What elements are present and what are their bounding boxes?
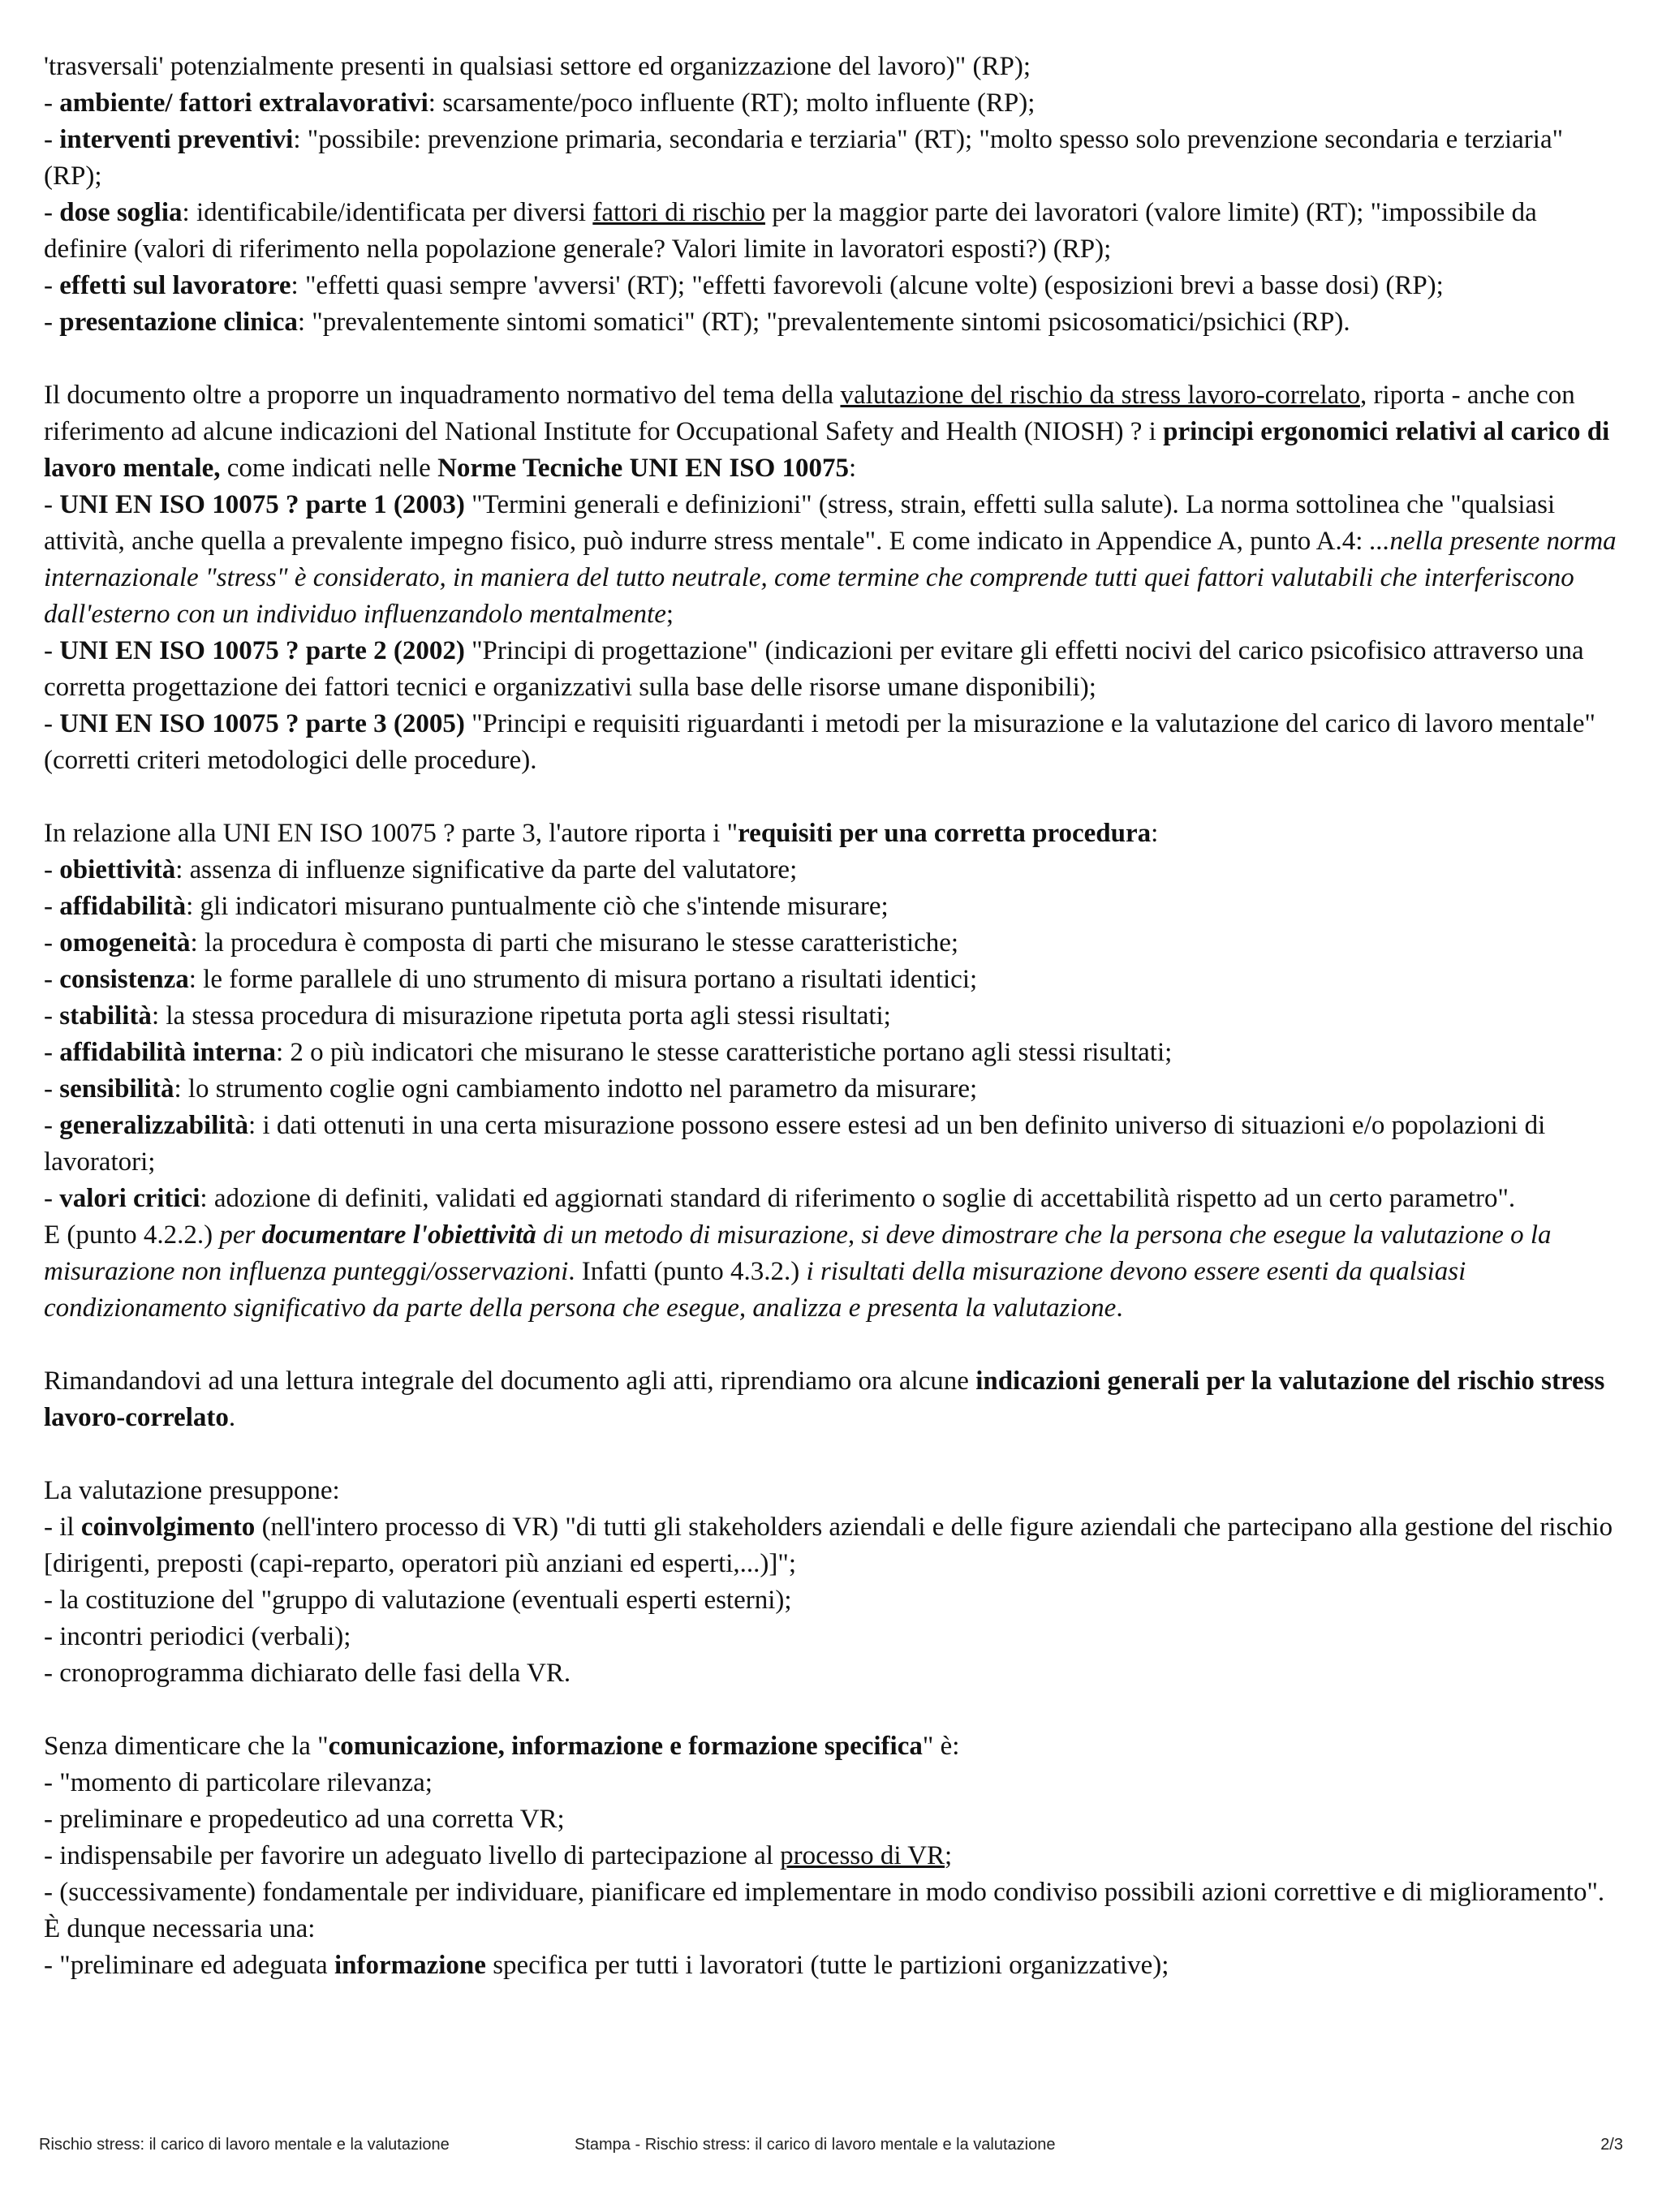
paragraph: [44, 1801, 1618, 1838]
text-run: : i dati ottenuti in una certa misurazione possono essere estesi ad un ben definito universo di situazioni e/o popolazioni di lavoratori;: [44, 1111, 1546, 1177]
text-run: come indicati nelle: [220, 454, 438, 483]
bold-term: presentazione clinica: [59, 308, 298, 337]
text-run: E (punto 4.2.2.): [44, 1220, 220, 1250]
text-run: Rimandandovi ad una lettura integrale del documento agli atti, riprendiamo ora alcune: [44, 1366, 976, 1396]
text-run: : le forme parallele di uno strumento di misura portano a risultati identici;: [188, 965, 978, 994]
text-run: - la costituzione del "gruppo di valutazione (eventuali esperti esterni);: [44, 1586, 792, 1615]
text-run: ;: [665, 600, 674, 629]
bold-term: obiettività: [59, 855, 176, 884]
paragraph: [44, 1108, 1618, 1181]
bold-term: UNI EN ISO 10075 ? parte 1 (2003): [59, 490, 465, 519]
text-run: : identificabile/identificata per diversi: [182, 198, 593, 227]
text-run: :: [849, 454, 857, 483]
text-run: -: [44, 198, 60, 227]
bold-term: indicazioni generali per la valutazione del rischio stress lavoro-correlato: [44, 1366, 1605, 1432]
bold-term: ambiente/ fattori extralavorativi: [59, 88, 428, 118]
text-run: -: [44, 125, 60, 154]
italic-text: i risultati della misurazione devono essere esenti da qualsiasi condizionamento significativo da parte della persona che esegue, analizza e presenta la valutazione: [44, 1257, 1466, 1323]
paragraph: [44, 195, 1618, 268]
bold-term: sensibilità: [59, 1074, 174, 1104]
paragraph: [44, 706, 1618, 779]
bold-term: comunicazione, informazione e formazione specifica: [328, 1732, 923, 1761]
text-run: -: [44, 855, 60, 884]
bold-term: UNI EN ISO 10075 ? parte 2 (2002): [59, 636, 465, 665]
bold-term: generalizzabilità: [59, 1111, 249, 1140]
paragraph: [44, 268, 1618, 304]
text-run: . Infatti (punto 4.3.2.): [568, 1257, 807, 1286]
text-run: -: [44, 636, 60, 665]
link-text[interactable]: valutazione del rischio da stress lavoro-correlato: [840, 381, 1360, 410]
text-run: -: [44, 1001, 60, 1031]
text-run: specifica per tutti i lavoratori (tutte le partizioni organizzative);: [485, 1951, 1169, 1980]
text-run: -: [44, 490, 60, 519]
text-run: .: [1116, 1293, 1123, 1323]
text-run: (nell'intero processo di VR) "di tutti gli stakeholders aziendali e delle figure aziendali che partecipano alla gestione del rischio [dirigenti, preposti (capi-reparto, operatori più anziani ed esperti,...)]";: [44, 1513, 1613, 1578]
paragraph: [44, 1655, 1618, 1692]
text-run: " è:: [922, 1732, 960, 1761]
italic-text: ...nella presente norma internazionale "stress" è considerato, in maniera del tutto neutrale, come termine che comprende tutti quei fattori valutabili che interferiscono dall'esterno con un individuo influenzandolo mentalmente: [44, 527, 1617, 629]
text-run: : "effetti quasi sempre 'avversi' (RT); "effetti favorevoli (alcune volte) (esposizioni brevi a basse dosi) (RP);: [291, 271, 1444, 300]
paragraph: [44, 85, 1618, 122]
paragraph: [44, 816, 1618, 852]
bold-term: valori critici: [59, 1184, 200, 1213]
footer-title: Rischio stress: il carico di lavoro mentale e la valutazione: [39, 2136, 450, 2154]
bold-term: principi ergonomici relativi al carico di lavoro mentale,: [44, 417, 1610, 483]
paragraph-spacer: [44, 1327, 1618, 1363]
text-run: - preliminare e propedeutico ad una corretta VR;: [44, 1805, 565, 1834]
text-run: -: [44, 965, 60, 994]
text-run: - il: [44, 1513, 81, 1542]
paragraph: [44, 1071, 1618, 1108]
text-run: "Termini generali e definizioni" (stress, strain, effetti sulla salute). La norma sottolinea che "qualsiasi attività, anche quella a prevalente impegno fisico, può indurre stress mentale". E come indicato in Appendice A, punto A.4:: [44, 490, 1556, 556]
footer-page-number: 2/3: [1600, 2136, 1623, 2154]
text-run: -: [44, 928, 60, 958]
bold-term: effetti sul lavoratore: [59, 271, 291, 300]
text-run: La valutazione presuppone:: [44, 1476, 340, 1505]
text-run: : la stessa procedura di misurazione ripetuta porta agli stessi risultati;: [151, 1001, 891, 1031]
paragraph: [44, 1363, 1618, 1436]
paragraph: [44, 1874, 1618, 1911]
text-run: : lo strumento coglie ogni cambiamento indotto nel parametro da misurare;: [174, 1074, 978, 1104]
bold-term: requisiti per una corretta procedura: [738, 819, 1152, 848]
paragraph: [44, 1509, 1618, 1582]
paragraph-spacer: [44, 779, 1618, 816]
paragraph: [44, 1838, 1618, 1874]
text-run: : 2 o più indicatori che misurano le stesse caratteristiche portano agli stessi risultati;: [276, 1038, 1173, 1067]
text-run: .: [228, 1403, 236, 1432]
bold-term: coinvolgimento: [80, 1513, 256, 1542]
paragraph-spacer: [44, 1692, 1618, 1728]
paragraph: [44, 925, 1618, 962]
paragraph: [44, 1765, 1618, 1801]
text-run: : gli indicatori misurano puntualmente ciò che s'intende misurare;: [186, 892, 889, 921]
paragraph: [44, 1473, 1618, 1509]
bold-term: affidabilità: [59, 892, 187, 921]
link-text[interactable]: processo di VR: [780, 1841, 945, 1870]
bold-term: Norme Tecniche UNI EN ISO 10075: [437, 454, 850, 483]
text-run: - "preliminare ed adeguata: [44, 1951, 334, 1980]
text-run: - cronoprogramma dichiarato delle fasi della VR.: [44, 1659, 571, 1688]
text-run: "Principi e requisiti riguardanti i metodi per la misurazione e la valutazione del carico di lavoro mentale" (corretti criteri metodologici delle procedure).: [44, 709, 1596, 775]
text-run: - (successivamente) fondamentale per individuare, pianificare ed implementare in modo condiviso possibili azioni correttive e di miglioramento".: [44, 1878, 1605, 1907]
text-run: , riporta - anche con riferimento ad alcune indicazioni del National Institute for Occupational Safety and Health (NIOSH) ? i: [44, 381, 1575, 446]
text-run: : assenza di influenze significative da parte del valutatore;: [175, 855, 798, 884]
paragraph: [44, 1911, 1618, 1947]
paragraph: [44, 1217, 1618, 1327]
bold-term: UNI EN ISO 10075 ? parte 3 (2005): [59, 709, 465, 738]
italic-text: di un metodo di misurazione, si deve dimostrare che la persona che esegue la valutazione o la misurazione non influenza punteggi/osservazioni: [44, 1220, 1552, 1286]
paragraph: [44, 962, 1618, 998]
paragraph: [44, 852, 1618, 889]
bold-term: affidabilità interna: [59, 1038, 277, 1067]
paragraph: [44, 377, 1618, 487]
paragraph: [44, 304, 1618, 341]
bold-term: omogeneità: [59, 928, 191, 958]
text-run: per la maggior parte dei lavoratori (valore limite) (RT); "impossibile da definire (valori di riferimento nella popolazione generale? Valori limite in lavoratori esposti?) (RP);: [44, 198, 1537, 264]
bold-term: informazione: [334, 1951, 486, 1980]
bold-term: interventi preventivi: [59, 125, 294, 154]
document-body: [44, 49, 1618, 1984]
text-run: -: [44, 1184, 60, 1213]
paragraph: [44, 49, 1618, 85]
text-run: -: [44, 709, 60, 738]
text-run: -: [44, 271, 60, 300]
paragraph: [44, 1582, 1618, 1619]
text-run: :: [1151, 819, 1159, 848]
paragraph: [44, 889, 1618, 925]
text-run: : la procedura è composta di parti che misurano le stesse caratteristiche;: [190, 928, 959, 958]
text-run: Senza dimenticare che la ": [44, 1732, 329, 1761]
bold-term: dose soglia: [59, 198, 183, 227]
text-run: : adozione di definiti, validati ed aggiornati standard di riferimento o soglie di accettabilità rispetto ad un certo parametro".: [200, 1184, 1516, 1213]
paragraph: [44, 998, 1618, 1035]
bold-term: consistenza: [59, 965, 189, 994]
text-run: -: [44, 1074, 60, 1104]
paragraph: [44, 487, 1618, 633]
text-run: ;: [945, 1841, 953, 1870]
text-run: : scarsamente/poco influente (RT); molto influente (RP);: [428, 88, 1036, 118]
paragraph: [44, 1181, 1618, 1217]
text-run: : "possibile: prevenzione primaria, secondaria e terziaria" (RT); "molto spesso solo prevenzione secondaria e terziaria" (RP);: [44, 125, 1564, 191]
bold-term: stabilità: [59, 1001, 152, 1031]
print-footer: [0, 2136, 1662, 2160]
paragraph: [44, 633, 1618, 706]
text-run: - incontri periodici (verbali);: [44, 1622, 351, 1651]
text-run: Il documento oltre a proporre un inquadramento normativo del tema della: [44, 381, 841, 410]
paragraph: [44, 1947, 1618, 1984]
bold-italic-term: documentare l'obiettività: [261, 1220, 536, 1250]
paragraph-spacer: [44, 1436, 1618, 1473]
text-run: : "prevalentemente sintomi somatici" (RT); "prevalentemente sintomi psicosomatici/psichici (RP).: [297, 308, 1350, 337]
text-run: - indispensabile per favorire un adeguato livello di partecipazione al: [44, 1841, 781, 1870]
italic-text: per: [219, 1220, 262, 1250]
paragraph: [44, 1728, 1618, 1765]
text-run: 'trasversali' potenzialmente presenti in qualsiasi settore ed organizzazione del lavoro)" (RP);: [44, 52, 1031, 81]
text-run: -: [44, 892, 60, 921]
text-run: In relazione alla UNI EN ISO 10075 ? parte 3, l'autore riporta i ": [44, 819, 738, 848]
text-run: - "momento di particolare rilevanza;: [44, 1768, 433, 1797]
text-run: È dunque necessaria una:: [44, 1914, 316, 1943]
paragraph: [44, 122, 1618, 195]
text-run: -: [44, 308, 60, 337]
footer-print-title: Stampa - Rischio stress: il carico di lavoro mentale e la valutazione: [575, 2136, 1056, 2154]
paragraph-spacer: [44, 341, 1618, 377]
paragraph: [44, 1619, 1618, 1655]
paragraph: [44, 1035, 1618, 1071]
text-run: -: [44, 1038, 60, 1067]
text-run: -: [44, 1111, 60, 1140]
text-run: "Principi di progettazione" (indicazioni per evitare gli effetti nocivi del carico psicofisico attraverso una corretta progettazione dei fattori tecnici e organizzativi sulla base delle risorse umane disponibili);: [44, 636, 1584, 702]
link-text[interactable]: fattori di rischio: [592, 198, 765, 227]
text-run: -: [44, 88, 60, 118]
